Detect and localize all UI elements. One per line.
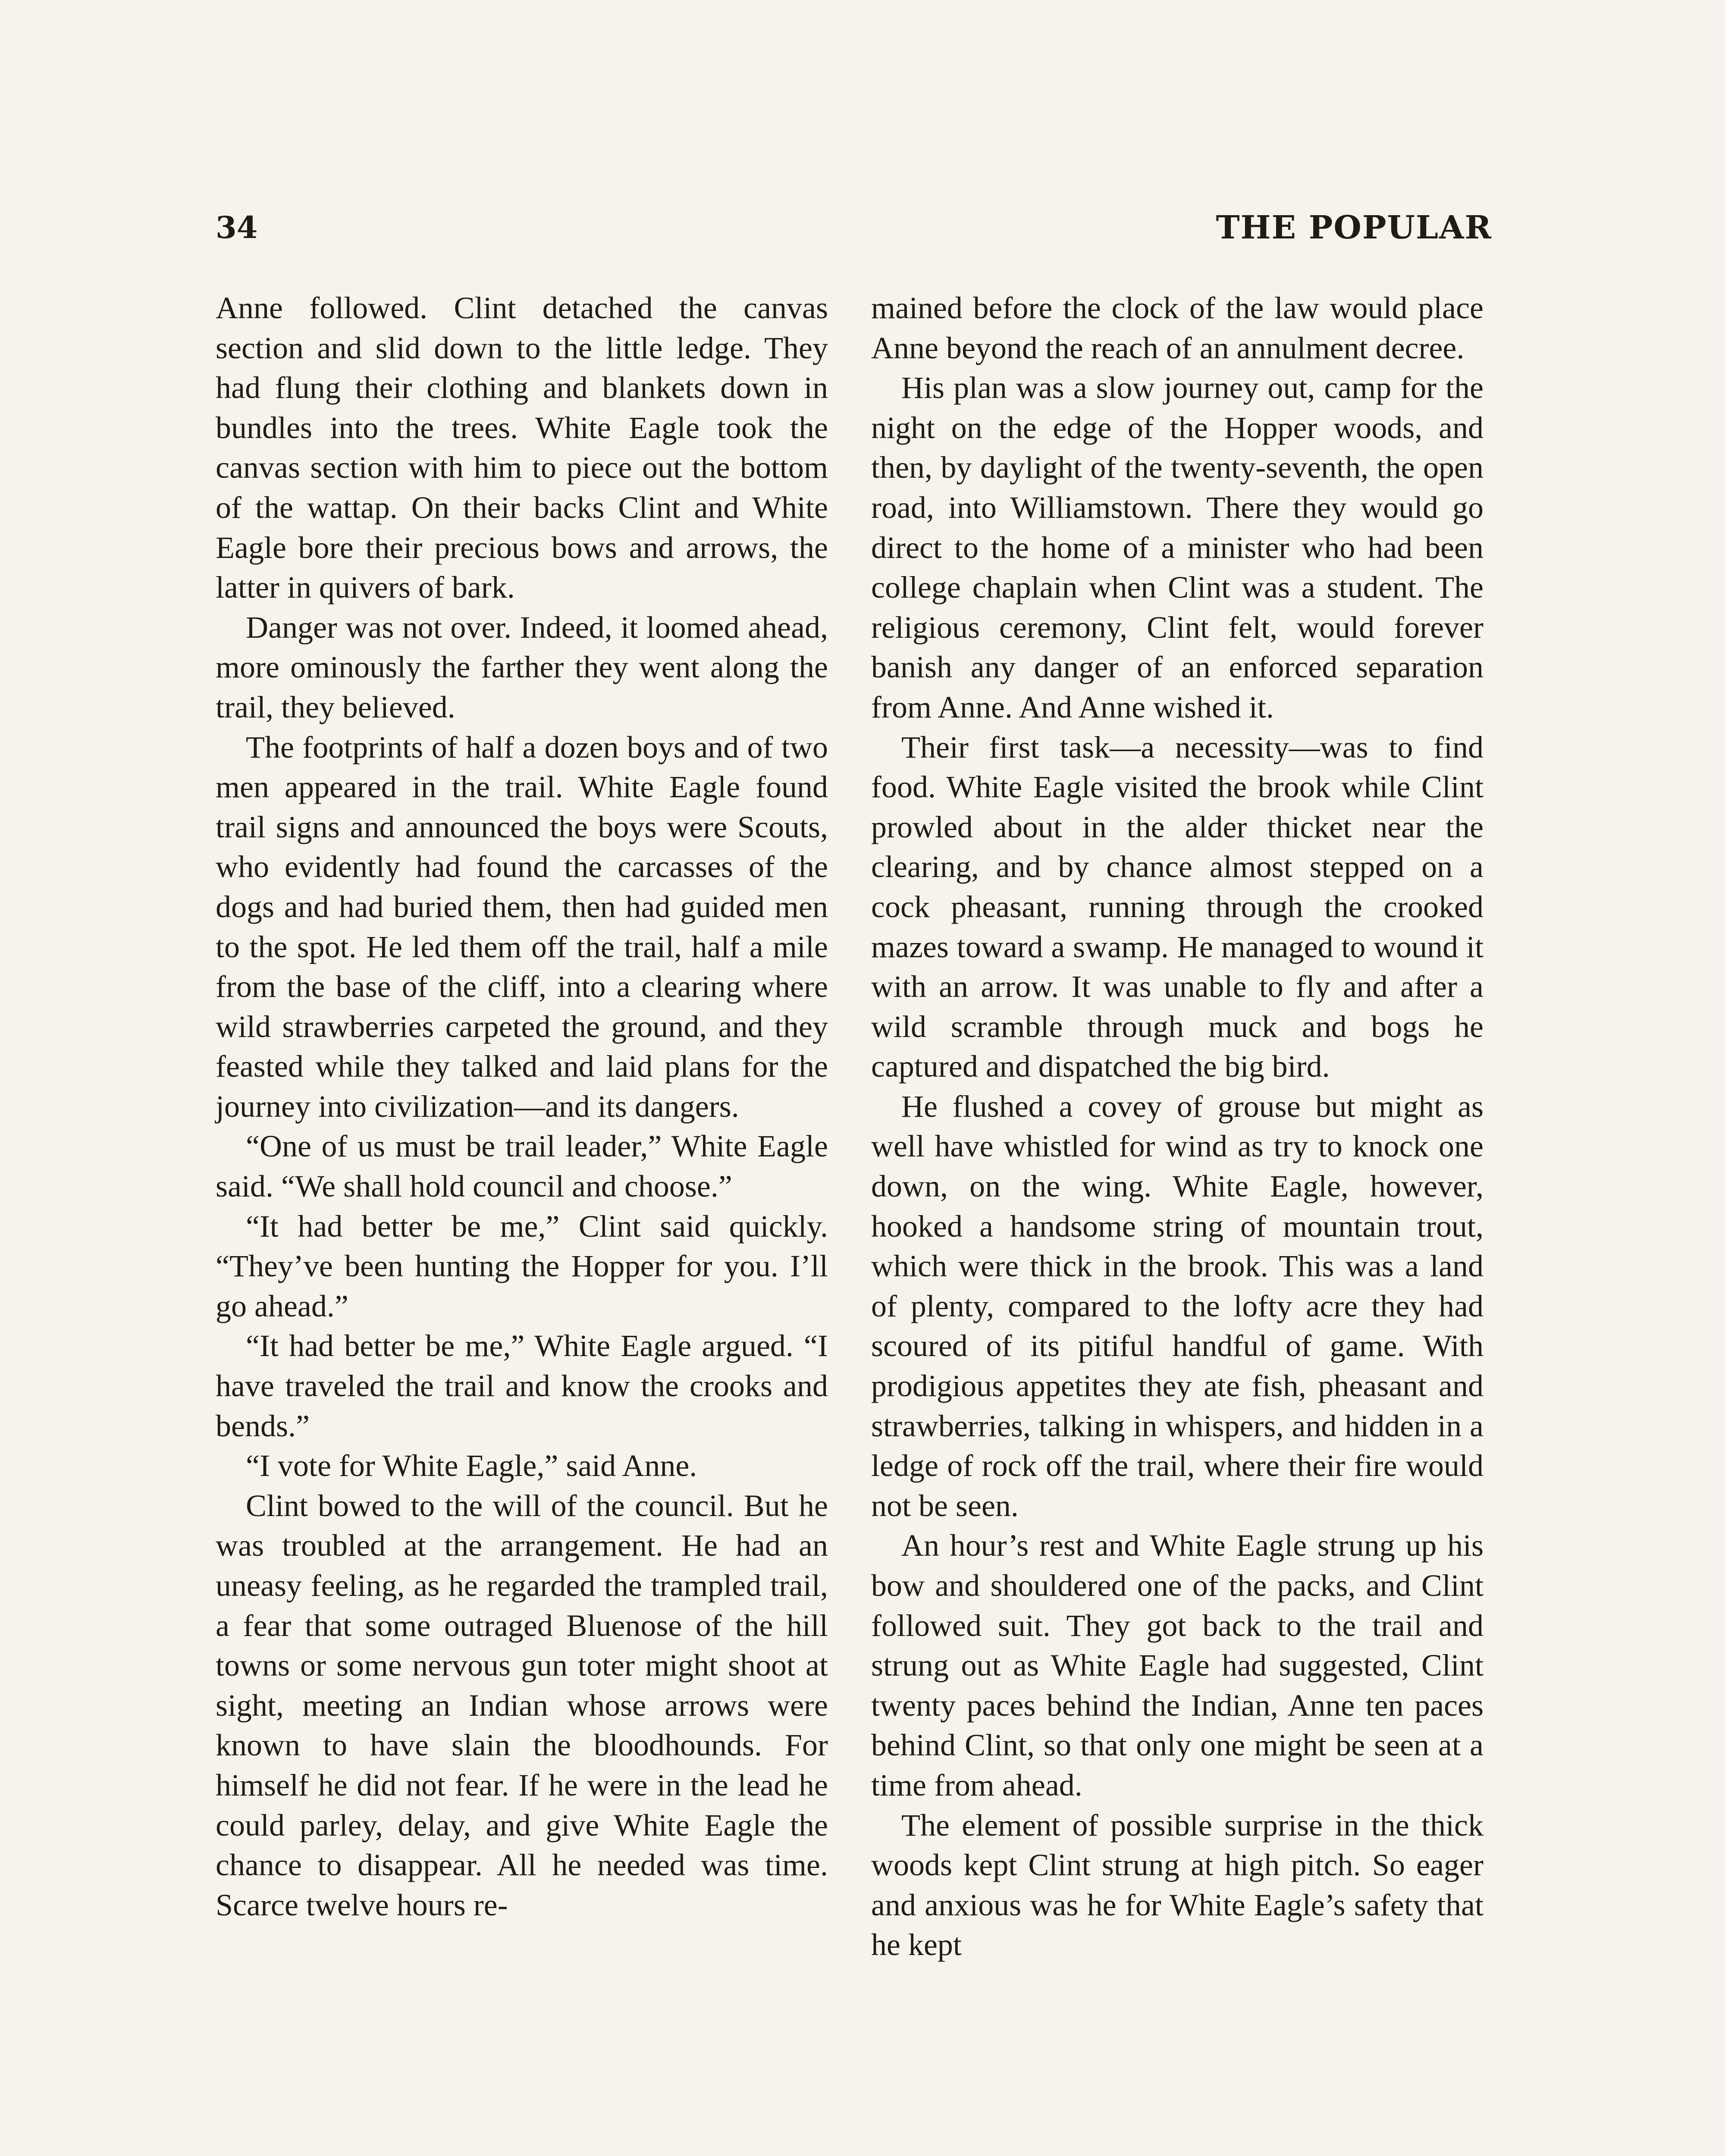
page-header	[216, 206, 1492, 249]
paragraph: An hour’s rest and White Eagle strung up his bow and shouldered one of the packs, and Clint followed suit. They got back to the trail and strung out as White Eagle had suggested, Clint twenty paces behind the Indian, Anne ten paces behind Clint, so that only one might be seen at a time from ahead.	[871, 1528, 1484, 1802]
paragraph: Clint bowed to the will of the council. But he was troubled at the arrangement. He had an uneasy feeling, as he regarded the trampled trail, a fear that some outraged Bluenose of the hill towns or some nervous gun toter might shoot at sight, meeting an Indian whose arrows were known to have slain the bloodhounds. For himself he did not fear. If he were in the lead he could parley, delay, and give White Eagle the chance to disappear. All he needed was time. Scarce twelve hours re-	[216, 1488, 828, 1922]
paragraph: The footprints of half a dozen boys and of two men appeared in the trail. White Eagle found trail signs and announced the boys were Scouts, who evidently had found the carcasses of the dogs and had buried them, then had guided men to the spot. He led them off the trail, half a mile from the base of the cliff, into a clearing where wild strawberries carpeted the ground, and they feasted while they talked and laid plans for the journey into civilization—and its dangers.	[216, 730, 828, 1124]
page-number: 34	[216, 210, 258, 245]
paragraph: Their first task—a necessity—was to find food. White Eagle visited the brook while Clint prowled about in the alder thicket near the clearing, and by chance almost stepped on a cock pheasant, running through the crooked mazes toward a swamp. He managed to wound it with an arrow. It was unable to fly and after a wild scramble through muck and bogs he captured and dispatched the big bird.	[871, 730, 1484, 1084]
paragraph: Danger was not over. Indeed, it loomed ahead, more ominously the farther they went along the trail, they believed.	[216, 610, 828, 724]
paragraph: “One of us must be trail leader,” White Eagle said. “We shall hold council and choose.”	[216, 1129, 828, 1204]
running-head: THE POPULAR	[1216, 209, 1492, 246]
paragraph: He flushed a covey of grouse but might as well have whistled for wind as try to knock one down, on the wing. White Eagle, however, hooked a handsome string of mountain trout, which were thick in the brook. This was a land of plenty, compared to the lofty acre they had scoured of its pitiful handful of game. With prodigious appetites they ate fish, pheasant and strawberries, talking in whispers, and hidden in a ledge of rock off the trail, where their fire would not be seen.	[871, 1089, 1484, 1523]
paragraph: “It had better be me,” Clint said quickly. “They’ve been hunting the Hopper for you. I’ll go ahead.”	[216, 1209, 828, 1323]
right-column	[871, 288, 1484, 1965]
paragraph: Anne followed. Clint detached the canvas section and slid down to the little ledge. They had flung their clothing and blankets down in bundles into the trees. White Eagle took the canvas section with him to piece out the bottom of the wattap. On their backs Clint and White Eagle bore their precious bows and arrows, the latter in quivers of bark.	[216, 291, 828, 605]
paragraph: His plan was a slow journey out, camp for the night on the edge of the Hopper woods, and then, by daylight of the twenty-seventh, the open road, into Williamstown. There they would go direct to the home of a minister who had been college chaplain when Clint was a student. The religious ceremony, Clint felt, would forever banish any danger of an enforced separation from Anne. And Anne wished it.	[871, 370, 1484, 724]
paragraph: “I vote for White Eagle,” said Anne.	[246, 1448, 697, 1483]
paragraph: mained before the clock of the law would place Anne beyond the reach of an annulment decree.	[871, 291, 1484, 365]
left-column	[216, 288, 828, 1925]
paragraph: The element of possible surprise in the thick woods kept Clint strung at high pitch. So eager and anxious was he for White Eagle’s safety that he kept	[871, 1808, 1484, 1962]
paragraph: “It had better be me,” White Eagle argued. “I have traveled the trail and know the crooks and bends.”	[216, 1329, 828, 1443]
